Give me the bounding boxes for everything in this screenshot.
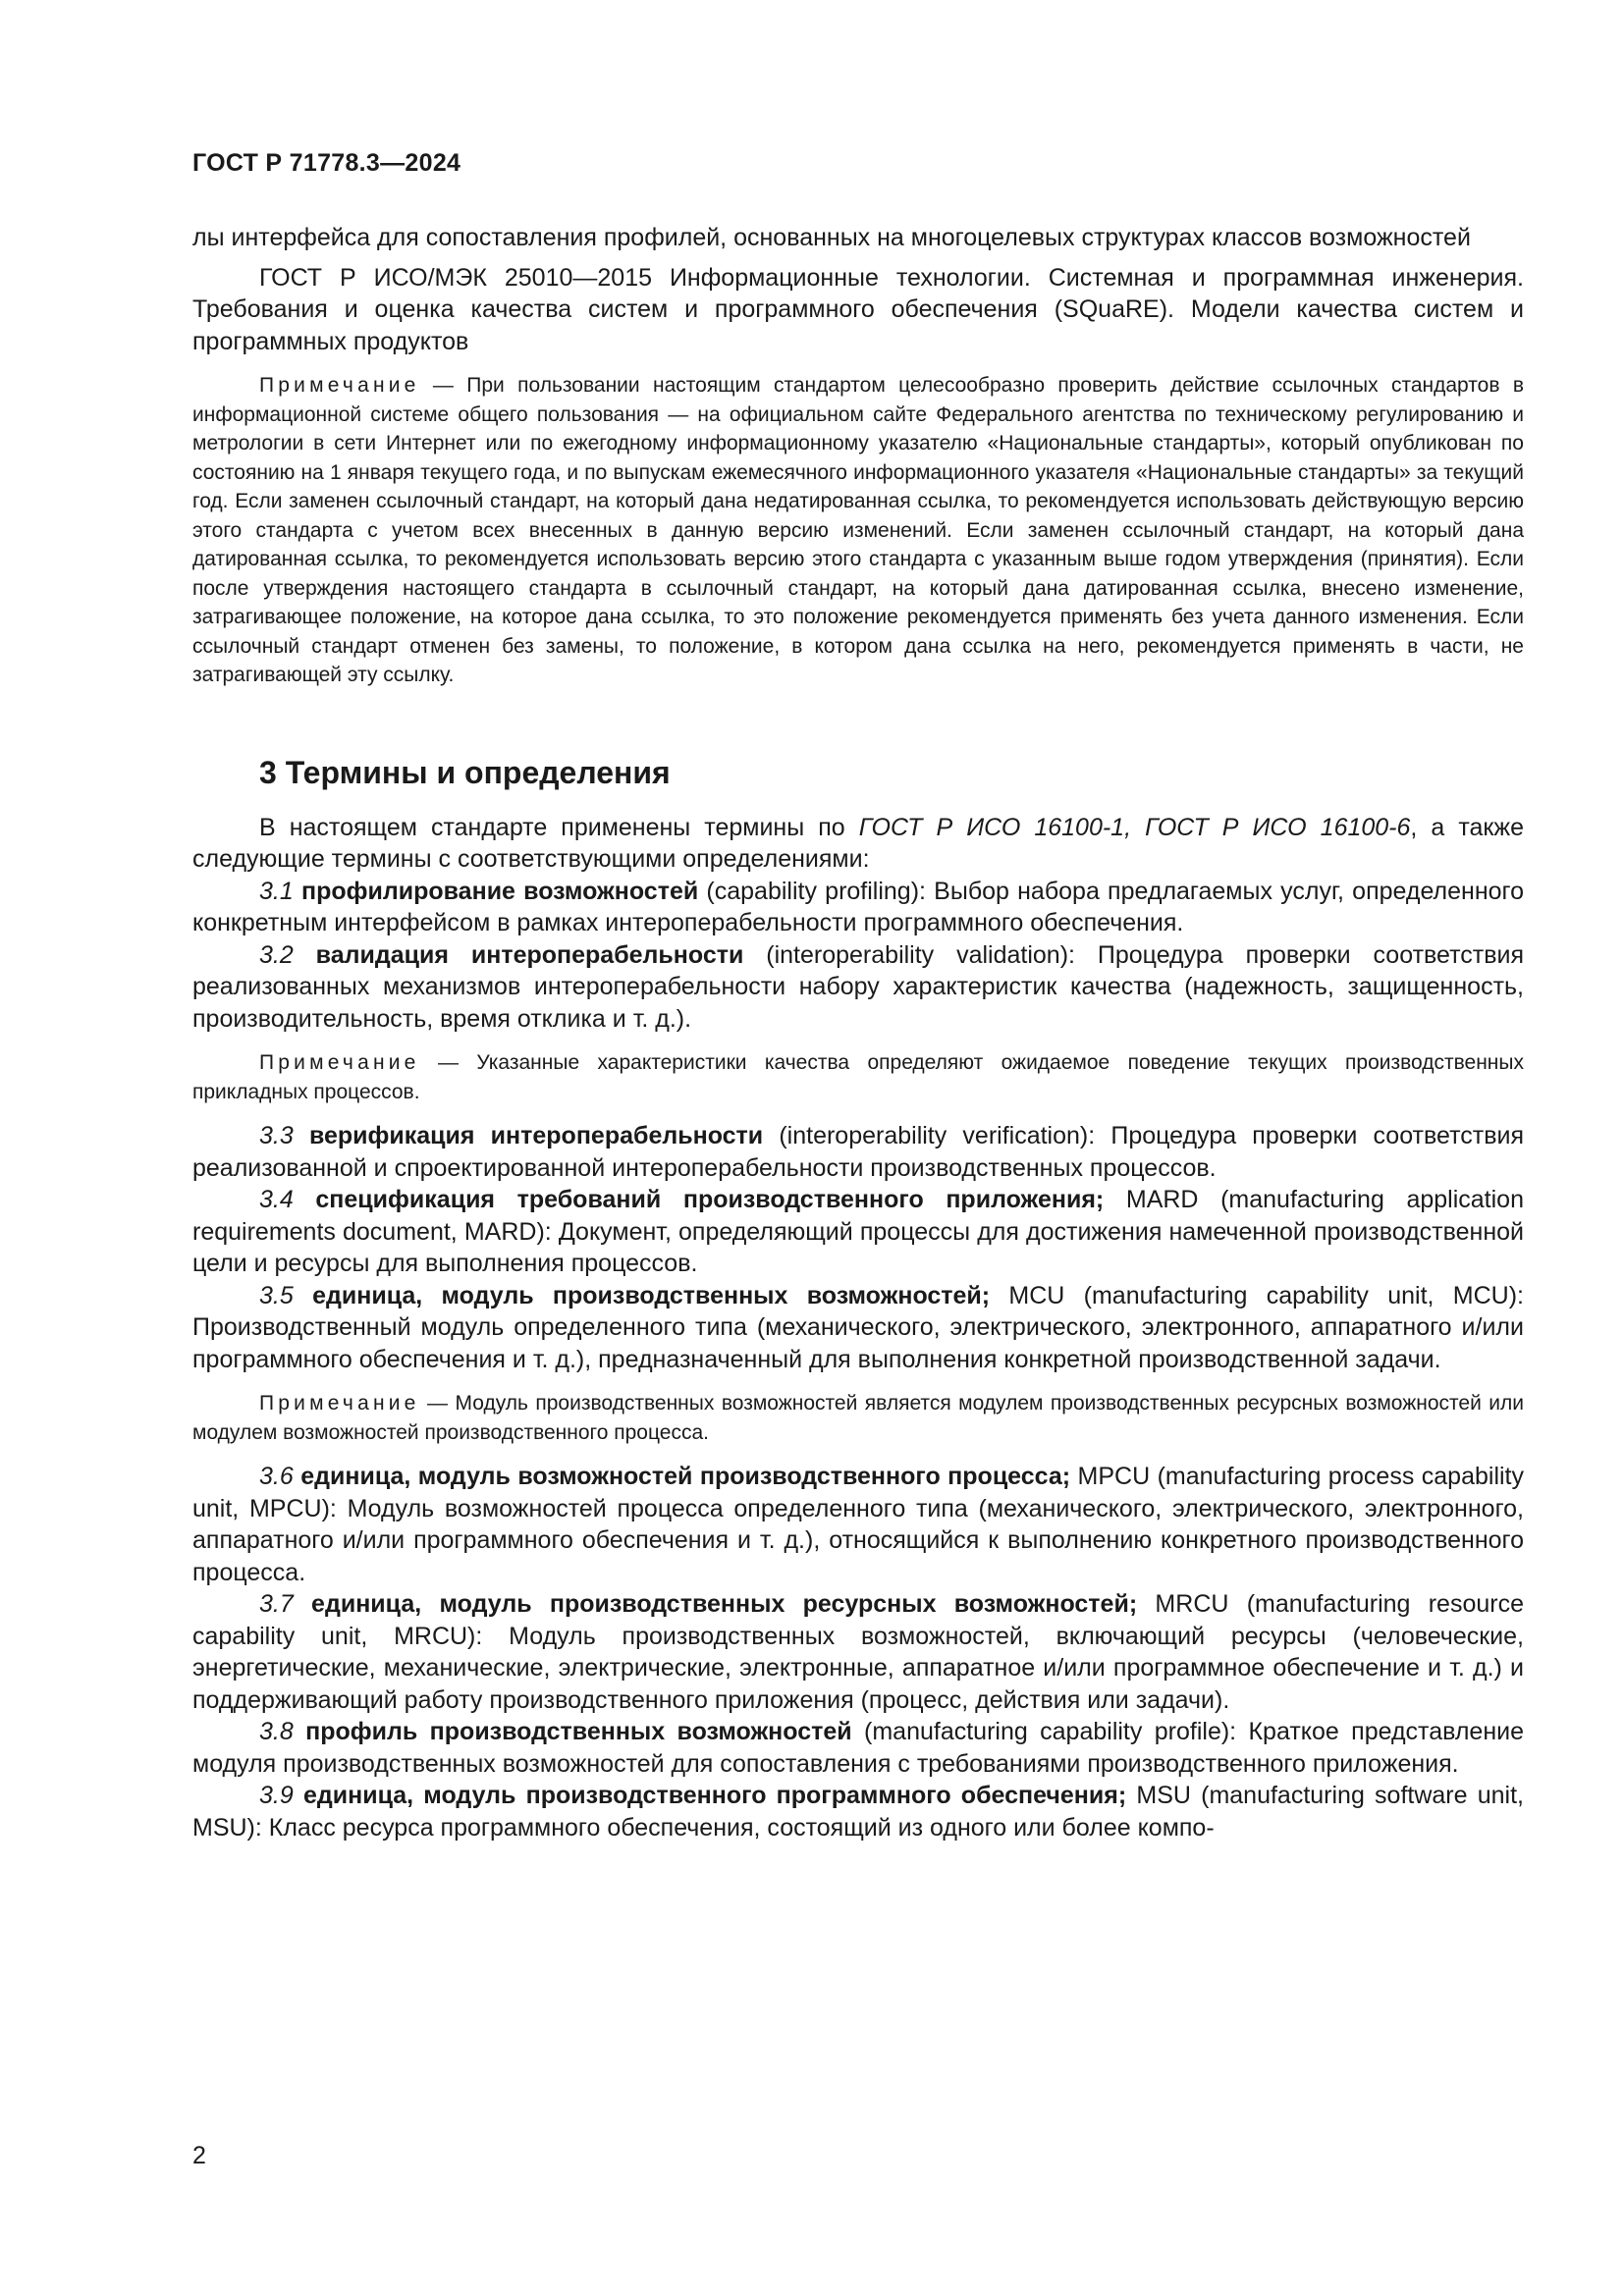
term-name: валидация интероперабельности: [315, 940, 744, 969]
term-definition: MCU (manufacturing capability unit, MCU): Производственный модуль определенного типа (механического, электрического, электронного, аппаратного и/или программного обеспечения и т. д.), предназначенный для выполнения конкретной производственной задачи.: [192, 1281, 1524, 1373]
term-number: 3.7: [259, 1590, 294, 1618]
term-3-7: [192, 1588, 1524, 1716]
term-name: единица, модуль производственного программного обеспечения;: [302, 1782, 1127, 1809]
note-label: Примечание: [259, 1051, 420, 1074]
term-3-1: [192, 876, 1524, 939]
note-label: Примечание: [259, 1392, 420, 1415]
page-content: [192, 222, 1524, 1843]
term-3-2: [192, 939, 1524, 1036]
term-3-5: [192, 1280, 1524, 1376]
term-3-3: [192, 1120, 1524, 1184]
term-name: спецификация требований производственного приложения;: [315, 1186, 1105, 1213]
term-number: 3.2: [259, 940, 294, 969]
term-number: 3.3: [259, 1122, 294, 1149]
term-definition: (manufacturing capability profile): Краткое представление модуля производственных возможностей для сопоставления с требованиями производственного приложения.: [192, 1718, 1524, 1778]
standard-id: ГОСТ Р 71778.3—2024: [192, 149, 461, 177]
page-number: 2: [192, 2142, 206, 2169]
note-label: Примечание: [259, 374, 420, 397]
term-3-8: [192, 1716, 1524, 1780]
term-number: 3.8: [259, 1718, 294, 1745]
section-intro: [192, 812, 1524, 876]
note-references: [192, 371, 1524, 690]
term-name: профилирование возможностей: [300, 877, 699, 905]
term-definition: (interoperability verification): Процедура проверки соответствия реализованной и спроектированной интероперабельности производственных процессов.: [192, 1122, 1524, 1182]
note-text: — При пользовании настоящим стандартом целесообразно проверить действие ссылочных стандартов в информационной системе общего пользования — на официальном сайте Федерального агентства по техническому регулированию и метрологии в сети Интернет или по ежегодному информационному указателю «Национальные стандарты», который опубликован по состоянию на 1 января текущего года, и по выпускам ежемесячного информационного указателя «Национальные стандарты» за текущий год. Если заменен ссылочный стандарт, на который дана недатированная ссылка, то рекомендуется использовать действующую версию этого стандарта с учетом всех внесенных в данную версию изменений. Если заменен ссылочный стандарт, на который дана датированная ссылка, то рекомендуется использовать версию этого стандарта с указанным выше годом утверждения (принятия). Если после утверждения настоящего стандарта в ссылочный стандарт, на который дана датированная ссылка, внесено изменение, затрагивающее положение, на которое дана ссылка, то это положение рекомендуется применять без учета данного изменения. Если ссылочный стандарт отменен без замены, то положение, в котором дана ссылка на него, рекомендуется применять в части, не затрагивающей эту ссылку.: [192, 374, 1524, 686]
note-text: — Указанные характеристики качества определяют ожидаемое поведение текущих производственных прикладных процессов.: [192, 1051, 1525, 1103]
continued-paragraph: лы интерфейса для сопоставления профилей, основанных на многоцелевых структурах классов возможностей: [192, 224, 1471, 251]
term-number: 3.5: [259, 1281, 294, 1309]
term-number: 3.1: [259, 877, 294, 905]
section-heading: 3 Термины и определения: [259, 754, 671, 790]
note-text: — Модуль производственных возможностей является модулем производственных ресурсных возможностей или модулем возможностей производственного процесса.: [192, 1392, 1524, 1444]
term-definition: (interoperability validation): Процедура проверки соответствия реализованных механизмов интероперабельности набору характеристик качества (надежность, защищенность, производительность, время отклика и т. д.).: [192, 940, 1524, 1033]
term-definition: MPCU (manufacturing process capability unit, MPCU): Модуль возможностей процесса определенного типа (механического, электрического, электронного, аппаратного и/или программного обеспечения и т. д.), относящийся к выполнению конкретного производственного процесса.: [192, 1463, 1524, 1586]
term-definition: MSU (manufacturing software unit, MSU): Класс ресурса программного обеспечения, состоящий из одного или более компо-: [192, 1782, 1524, 1842]
term-name: единица, модуль возможностей производственного процесса;: [300, 1463, 1071, 1490]
term-definition: MARD (manufacturing application requirements document, MARD): Документ, определяющий процессы для достижения намеченной производственной цели и ресурсы для выполнения процессов.: [192, 1186, 1524, 1277]
term-name: единица, модуль производственных ресурсных возможностей;: [311, 1590, 1138, 1618]
term-name: профиль производственных возможностей: [305, 1718, 852, 1745]
term-definition: MRCU (manufacturing resource capability unit, MRCU): Модуль производственных возможностей, включающий ресурсы (человеческие, энергетические, механические, электрические, электронные, аппаратное и/или программное обеспечение и т. д.) и поддерживающий работу производственного приложения (процесс, действия или задачи).: [192, 1590, 1524, 1714]
term-3-9: [192, 1780, 1524, 1843]
term-number: 3.9: [259, 1782, 294, 1809]
section-intro-refs: ГОСТ Р ИСО 16100-1, ГОСТ Р ИСО 16100-6: [858, 813, 1411, 841]
section-intro-b: , а также следующие термины с соответствующими определениями:: [192, 813, 1524, 873]
term-3-6: [192, 1461, 1524, 1588]
section-intro-a: В настоящем стандарте применены термины по: [259, 813, 859, 841]
term-3-4: [192, 1184, 1524, 1280]
term-definition: (capability profiling): Выбор набора предлагаемых услуг, определенного конкретным интерфейсом в рамках интероперабельности программного обеспечения.: [192, 877, 1525, 936]
term-number: 3.6: [259, 1463, 294, 1490]
note-term-3-2: [192, 1048, 1524, 1106]
normative-reference: ГОСТ Р ИСО/МЭК 25010—2015 Информационные технологии. Системная и программная инженерия. Требования и оценка качества систем и программного обеспечения (SQuaRE). Модели качества систем и программных продуктов: [192, 263, 1524, 355]
term-number: 3.4: [259, 1186, 294, 1213]
term-name: единица, модуль производственных возможностей;: [312, 1281, 991, 1309]
term-name: верификация интероперабельности: [308, 1122, 764, 1149]
note-term-3-5: [192, 1389, 1524, 1447]
